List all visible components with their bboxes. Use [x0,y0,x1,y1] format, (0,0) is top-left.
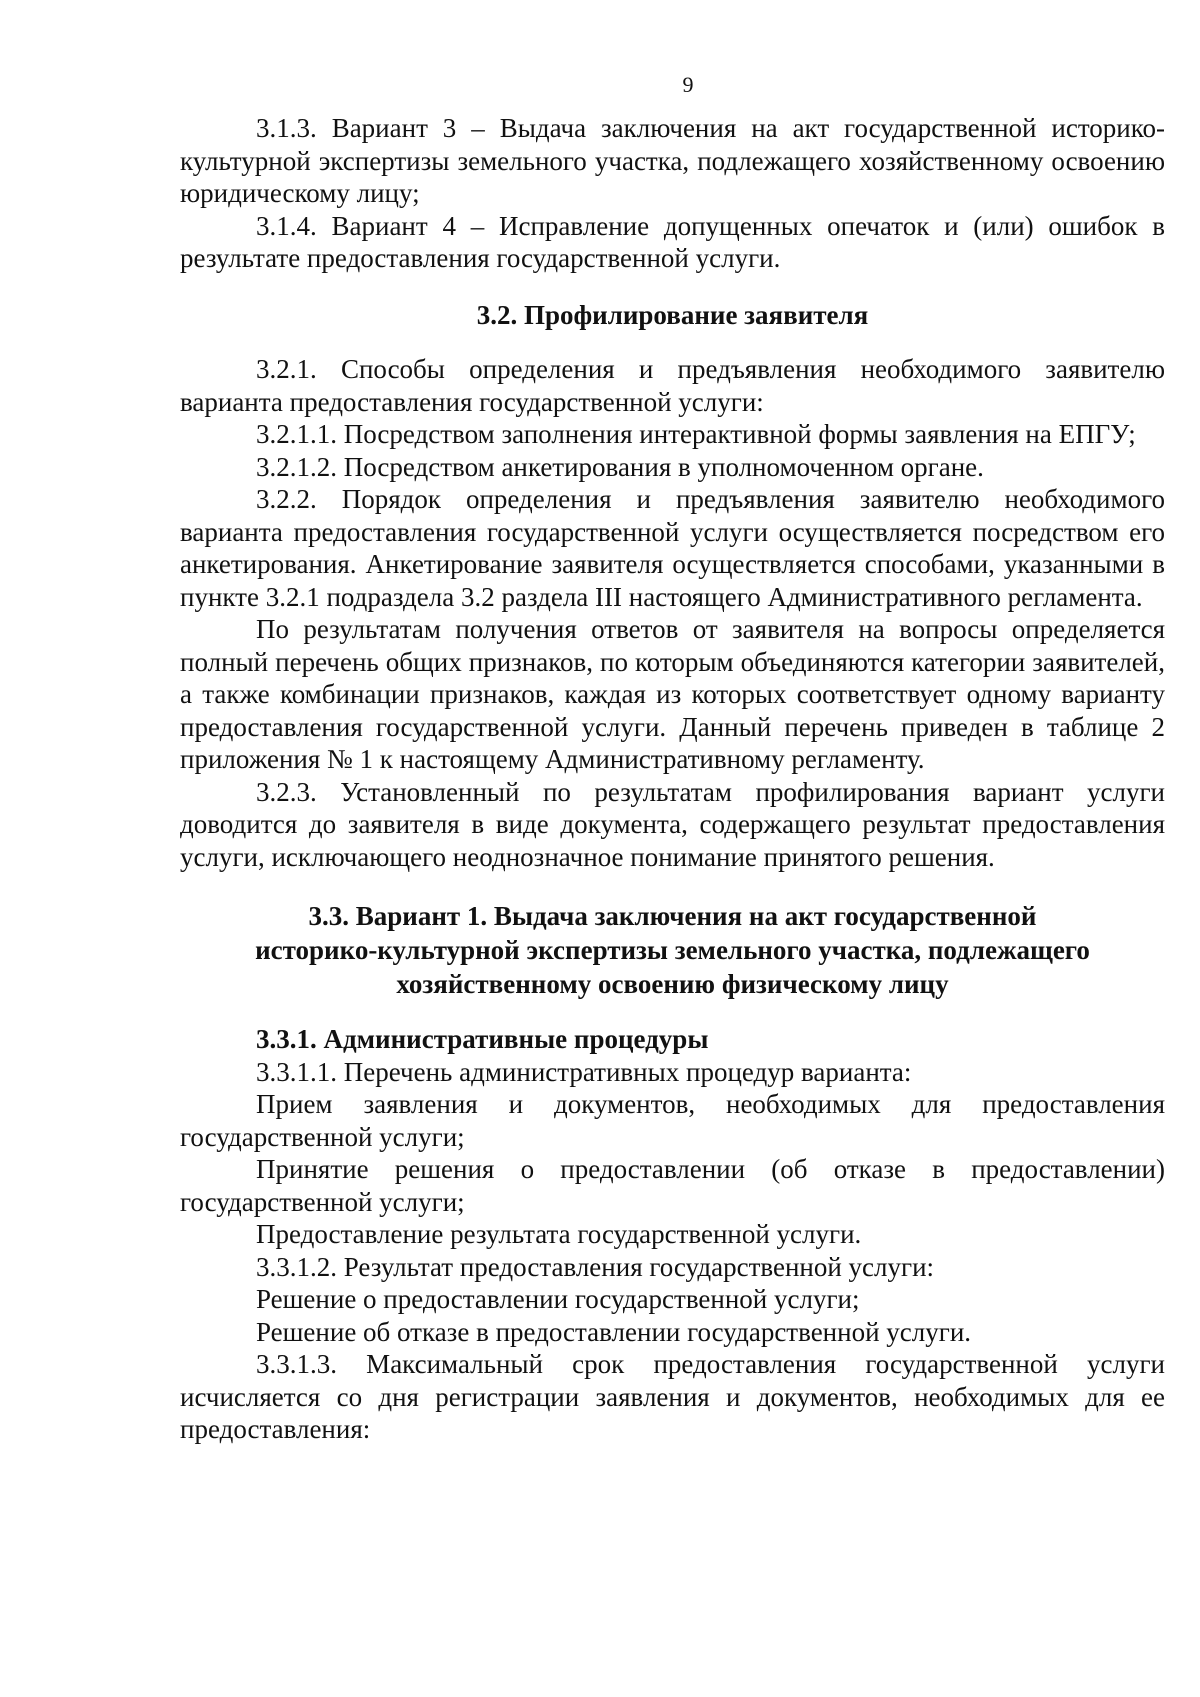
paragraph-322-continuation: По результатам получения ответов от заявителя на вопросы определяется полный перечень общих признаков, по которым объединяются категории заявителей, а также комбинации признаков, каждая из которых соответствует одному варианту предоставления государственной услуги. Данный перечень приведен в таблице 2 приложения № 1 к настоящему Административному регламенту. [180,614,1165,774]
paragraph-3313: 3.3.1.3. Максимальный срок предоставления государственной услуги исчисляется со дня регистрации заявления и документов, необходимых для ее предоставления: [180,1349,1165,1444]
paragraph-321: 3.2.1. Способы определения и предъявления необходимого заявителю варианта предоставления государственной услуги: [180,354,1165,417]
page-number: 9 [682,72,694,97]
paragraph-313: 3.1.3. Вариант 3 – Выдача заключения на акт государственной историко-культурной экспертизы земельного участка, подлежащего хозяйственному освоению юридическому лицу; [180,113,1165,208]
paragraph-3212: 3.2.1.2. Посредством анкетирования в уполномоченном органе. [256,451,984,482]
section-title-3-2: 3.2. Профилирование заявителя [476,299,869,330]
section-title-3-3-line1: 3.3. Вариант 1. Выдача заключения на акт государственной [308,901,1037,931]
paragraph-3311: 3.3.1.1. Перечень административных процедур варианта: [256,1056,912,1087]
paragraph-314: 3.1.4. Вариант 4 – Исправление допущенных опечаток и (или) ошибок в результате предоставления государственной услуги. [180,210,1165,273]
section-title-3-3 [180,899,1165,1001]
upper-content [180,112,1165,1446]
paragraph-3211: 3.2.1.1. Посредством заполнения интерактивной формы заявления на ЕПГУ; [256,419,1136,449]
paragraph-322: 3.2.2. Порядок определения и предъявления заявителю необходимого варианта предоставления государственной услуги осуществляется посредством его анкетирования. Анкетирование заявителя осуществляется способами, указанными в пункте 3.2.1 подраздела 3.2 раздела III настоящего Административного регламента. [180,484,1165,612]
result-item-refusal: Решение об отказе в предоставлении государственной услуги. [256,1316,972,1347]
section-title-3-3-line2: историко-культурной экспертизы земельного участка, подлежащего [255,935,1090,965]
section-title-3-3-line3: хозяйственному освоению физическому лицу [396,969,949,999]
procedure-item-result: Предоставление результата государственной услуги. [256,1219,862,1249]
result-item-approval: Решение о предоставлении государственной услуги; [256,1284,860,1314]
subsection-title-3-3-1: 3.3.1. Административные процедуры [256,1024,709,1054]
paragraph-3312: 3.3.1.2. Результат предоставления государственной услуги: [256,1251,935,1282]
procedure-item-reception: Прием заявления и документов, необходимых для предоставления государственной услуги; [180,1089,1165,1152]
procedure-item-decision: Принятие решения о предоставлении (об отказе в предоставлении) государственной услуги; [180,1154,1165,1217]
paragraph-323: 3.2.3. Установленный по результатам профилирования вариант услуги доводится до заявителя в виде документа, содержащего результат предоставления услуги, исключающего неоднозначное понимание принятого решения. [180,776,1165,872]
